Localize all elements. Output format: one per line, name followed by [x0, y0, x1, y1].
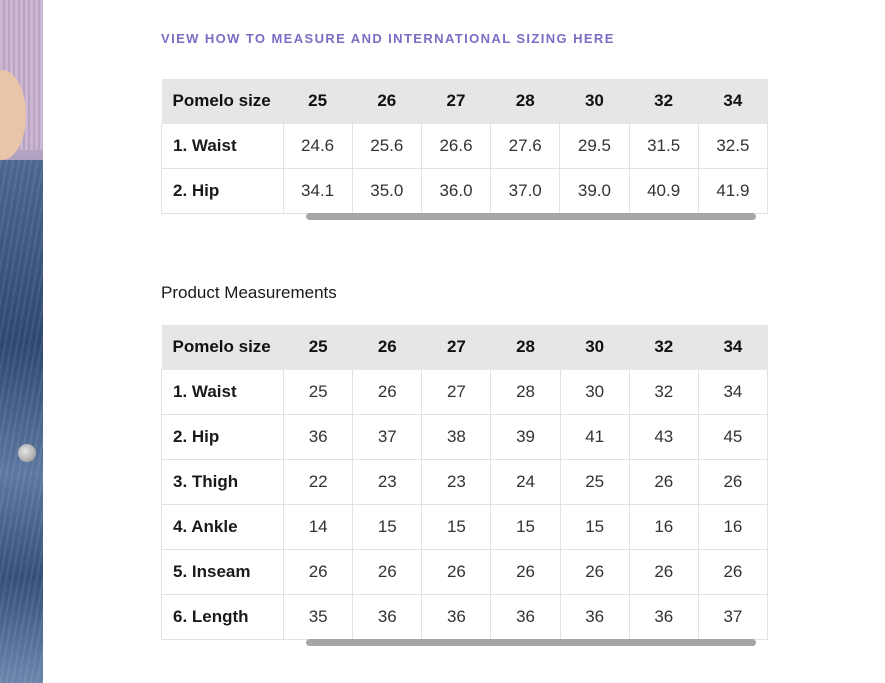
cell-value: 36: [284, 415, 353, 460]
cell-value: 14: [284, 505, 353, 550]
product-measurements-table: [161, 325, 768, 640]
header-cell-size: 26: [353, 325, 422, 370]
product-measurements-table-scroll[interactable]: [161, 325, 768, 640]
cell-value: 41: [560, 415, 629, 460]
cell-value: 26: [629, 460, 698, 505]
header-cell-size: 27: [421, 79, 490, 124]
table-row: [162, 505, 768, 550]
cell-value: 27: [422, 370, 491, 415]
cell-value: 26: [629, 550, 698, 595]
photo-jeans-button: [18, 444, 36, 462]
measure-sizing-link[interactable]: VIEW HOW TO MEASURE AND INTERNATIONAL SIZING HERE: [161, 31, 615, 46]
cell-value: 23: [353, 460, 422, 505]
cell-value: 26: [353, 550, 422, 595]
header-cell-size: 32: [629, 325, 698, 370]
cell-value: 23: [422, 460, 491, 505]
table-row: [162, 169, 768, 214]
cell-value: 26: [491, 550, 560, 595]
product-measurements-title: Product Measurements: [161, 283, 337, 302]
header-cell-size: 30: [560, 325, 629, 370]
header-cell-label: Pomelo size: [162, 325, 284, 370]
cell-value: 16: [629, 505, 698, 550]
cell-value: 41.9: [698, 169, 767, 214]
cell-value: 25: [560, 460, 629, 505]
cell-value: 15: [422, 505, 491, 550]
cell-value: 36: [353, 595, 422, 640]
cell-value: 36: [491, 595, 560, 640]
cell-value: 15: [491, 505, 560, 550]
cell-value: 26: [560, 550, 629, 595]
size-chart-table-scroll[interactable]: [161, 79, 768, 214]
cell-value: 32.5: [698, 124, 767, 169]
photo-denim: [0, 160, 43, 683]
cell-value: 30: [560, 370, 629, 415]
header-cell-size: 28: [491, 325, 560, 370]
size-chart-scrollbar-thumb[interactable]: [306, 213, 756, 220]
header-cell-size: 34: [698, 79, 767, 124]
table-row: [162, 124, 768, 169]
cell-value: 40.9: [629, 169, 698, 214]
header-cell-size: 32: [629, 79, 698, 124]
size-chart-table: [161, 79, 768, 214]
header-cell-size: 25: [283, 79, 352, 124]
cell-value: 39: [491, 415, 560, 460]
header-cell-size: 26: [352, 79, 421, 124]
cell-value: 35.0: [352, 169, 421, 214]
cell-value: 28: [491, 370, 560, 415]
cell-value: 37: [698, 595, 767, 640]
table-row: [162, 370, 768, 415]
cell-value: 24: [491, 460, 560, 505]
cell-value: 35: [284, 595, 353, 640]
cell-value: 25.6: [352, 124, 421, 169]
row-label: 5. Inseam: [162, 550, 284, 595]
cell-value: 36.0: [421, 169, 490, 214]
cell-value: 32: [629, 370, 698, 415]
row-label: 2. Hip: [162, 169, 284, 214]
cell-value: 26: [698, 550, 767, 595]
cell-value: 22: [284, 460, 353, 505]
table-row: [162, 595, 768, 640]
cell-value: 26.6: [421, 124, 490, 169]
table-row: [162, 550, 768, 595]
row-label: 6. Length: [162, 595, 284, 640]
row-label: 3. Thigh: [162, 460, 284, 505]
cell-value: 29.5: [560, 124, 629, 169]
cell-value: 27.6: [491, 124, 560, 169]
cell-value: 45: [698, 415, 767, 460]
product-measurements-header-row: [162, 325, 768, 370]
header-cell-size: 30: [560, 79, 629, 124]
cell-value: 36: [560, 595, 629, 640]
table-row: [162, 460, 768, 505]
row-label: 1. Waist: [162, 370, 284, 415]
cell-value: 26: [422, 550, 491, 595]
cell-value: 38: [422, 415, 491, 460]
header-cell-size: 28: [491, 79, 560, 124]
cell-value: 39.0: [560, 169, 629, 214]
cell-value: 16: [698, 505, 767, 550]
product-measurements-scrollbar-thumb[interactable]: [306, 639, 756, 646]
product-photo: [0, 0, 43, 683]
size-chart-header-row: [162, 79, 768, 124]
cell-value: 37.0: [491, 169, 560, 214]
header-cell-size: 34: [698, 325, 767, 370]
cell-value: 31.5: [629, 124, 698, 169]
cell-value: 34.1: [283, 169, 352, 214]
cell-value: 15: [353, 505, 422, 550]
cell-value: 26: [284, 550, 353, 595]
row-label: 4. Ankle: [162, 505, 284, 550]
row-label: 1. Waist: [162, 124, 284, 169]
cell-value: 26: [353, 370, 422, 415]
cell-value: 24.6: [283, 124, 352, 169]
row-label: 2. Hip: [162, 415, 284, 460]
cell-value: 37: [353, 415, 422, 460]
cell-value: 43: [629, 415, 698, 460]
table-row: [162, 415, 768, 460]
header-cell-size: 27: [422, 325, 491, 370]
cell-value: 25: [284, 370, 353, 415]
header-cell-label: Pomelo size: [162, 79, 284, 124]
cell-value: 26: [698, 460, 767, 505]
header-cell-size: 25: [284, 325, 353, 370]
cell-value: 36: [422, 595, 491, 640]
cell-value: 34: [698, 370, 767, 415]
cell-value: 36: [629, 595, 698, 640]
cell-value: 15: [560, 505, 629, 550]
